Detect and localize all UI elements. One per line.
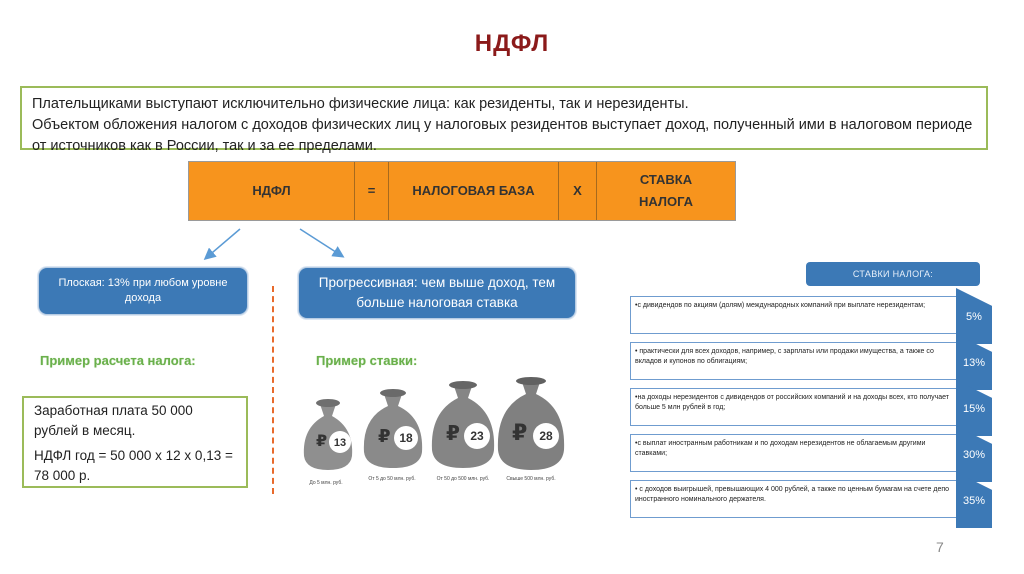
rate-example-heading: Пример ставки: xyxy=(316,353,418,368)
calc-line-1: Заработная плата 50 000 рублей в месяц. xyxy=(34,403,193,438)
arrow-to-progressive xyxy=(300,229,342,256)
rate-row xyxy=(630,388,992,426)
bag-rate-1: 13 xyxy=(333,437,347,449)
flat-tax-box: Плоская: 13% при любом уровне дохода xyxy=(38,267,248,315)
rate-row xyxy=(630,434,992,472)
formula-ndfl: НДФЛ xyxy=(189,162,355,220)
calc-example-heading: Пример расчета налога: xyxy=(40,353,196,368)
page-number: 7 xyxy=(936,539,944,555)
bag-rate-2: 18 xyxy=(399,431,413,445)
rate-percent: 35% xyxy=(962,495,986,507)
money-bag-1 xyxy=(304,399,352,486)
formula-tax-base: НАЛОГОВАЯ БАЗА xyxy=(389,162,559,220)
intro-line-1: Плательщиками выступают исключительно физические лица: как резиденты, так и нерезиденты. xyxy=(32,96,689,112)
divider-dashed xyxy=(272,286,274,494)
rate-percent: 15% xyxy=(962,403,986,415)
money-bag-3 xyxy=(432,381,494,482)
currency-icon: ₽ xyxy=(446,421,460,445)
money-bags-illustration xyxy=(298,372,566,490)
money-bag-4 xyxy=(498,377,564,482)
formula-rate-line2: НАЛОГА xyxy=(638,194,694,209)
rate-row xyxy=(630,296,992,334)
rate-text: • практически для всех доходов, например, с зарплаты или продажи имущества, а также со вкладов и купонов по облигациям; xyxy=(630,342,966,380)
bag-caption-3: От 50 до 500 млн. руб. xyxy=(436,476,490,482)
bag-caption-4: Свыше 500 млн. руб. xyxy=(506,476,556,482)
rate-text: •с выплат иностранным работникам и по доходам нерезидентов не облагаемым другими ставками; xyxy=(630,434,966,472)
calc-example-box xyxy=(22,396,248,488)
calc-line-2: НДФЛ год = 50 000 х 12 х 0,13 = 78 000 р. xyxy=(34,448,233,483)
intro-line-2: Объектом обложения налогом с доходов физических лиц у налоговых резидентов выступает доход, полученный ими в налоговом периоде от источников как в России, так и за ее пределами. xyxy=(32,117,973,154)
rate-row xyxy=(630,480,992,518)
progressive-tax-box: Прогрессивная: чем выше доход, тем больше налоговая ставка xyxy=(298,267,576,319)
formula-rate-line1: СТАВКА xyxy=(639,172,693,187)
currency-icon: ₽ xyxy=(316,431,328,450)
rate-percent: 30% xyxy=(962,449,986,461)
rate-text: • с доходов выигрышей, превышающих 4 000 рублей, а также по ценным бумагам на счете депо иностранного номинального держателя. xyxy=(630,480,966,518)
currency-icon: ₽ xyxy=(512,421,528,446)
rate-text: •с дивидендов по акциям (долям) международных компаний при выплате нерезидентам; xyxy=(630,296,966,334)
rate-row xyxy=(630,342,992,380)
rates-header: СТАВКИ НАЛОГА: xyxy=(806,262,980,286)
rate-percent: 5% xyxy=(966,311,982,323)
formula-equals: = xyxy=(355,162,389,220)
page-title: НДФЛ xyxy=(474,30,550,57)
money-bag-2 xyxy=(364,389,422,482)
formula-times: Х xyxy=(559,162,597,220)
rate-percent: 13% xyxy=(962,357,986,369)
currency-icon: ₽ xyxy=(378,426,391,447)
bag-caption-1: До 5 млн. руб. xyxy=(309,480,343,486)
rate-text: •на доходы нерезидентов с дивидендов от российских компаний и на доходы всех, кто получает больше 5 млн рублей в год; xyxy=(630,388,966,426)
bag-caption-2: От 5 до 50 млн. руб. xyxy=(368,476,416,482)
bag-rate-3: 23 xyxy=(470,429,484,443)
arrow-to-flat xyxy=(206,229,240,258)
bag-rate-4: 28 xyxy=(539,429,553,443)
